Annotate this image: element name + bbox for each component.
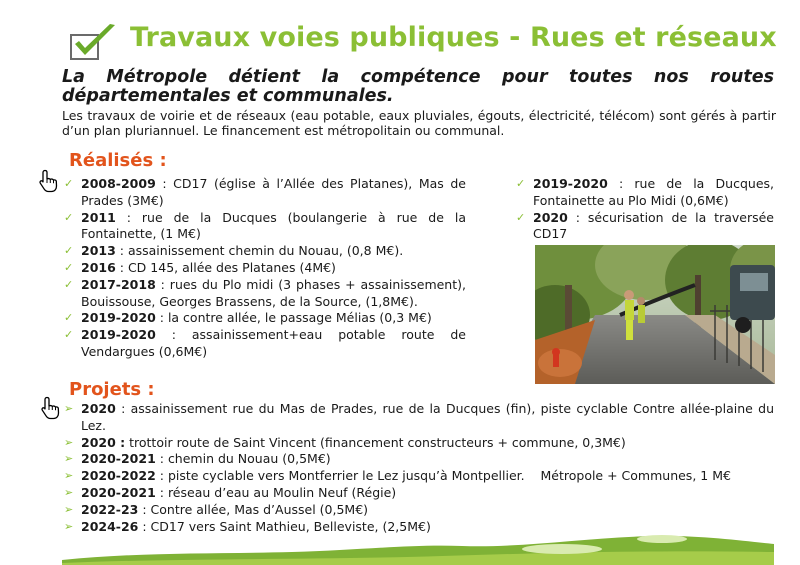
check-bullet-icon: ✓: [64, 277, 74, 291]
list-item: ✓ 2011 : rue de la Ducques (boulangerie à rue de la Fontainette, (1 M€): [64, 209, 466, 242]
list-item: ➢ 2022-23 : Contre allée, Mas d’Aussel (0,5M€): [64, 501, 369, 517]
intro-paragraph: Les travaux de voirie et de réseaux (eau potable, eaux pluviales, égouts, électricité, télécom) sont gérés à partir d’un plan pluriannuel. Le financement est métropolitain ou communal.: [62, 108, 776, 138]
section-title-realises: Réalisés :: [69, 150, 167, 171]
pointing-hand-icon: [40, 396, 62, 420]
page-title: Travaux voies publiques - Rues et réseaux: [130, 22, 777, 53]
checkmark-icon: [68, 22, 120, 62]
list-item: ➢ 2020 : assainissement rue du Mas de Prades, rue de la Ducques (fin), piste cyclable Contre allée-plaine du Lez.: [64, 401, 774, 433]
list-item: ✓ 2019-2020 : rue de la Ducques, Fontainette au Plo Midi (0,6M€): [516, 176, 774, 208]
projets-list: [62, 401, 774, 535]
check-bullet-icon: ✓: [64, 177, 74, 190]
arrow-bullet-icon: ➢: [64, 435, 74, 449]
street-works-photo: [535, 245, 775, 384]
list-item: ➢ 2020 : trottoir route de Saint Vincent (financement constructeurs + commune, 0,3M€): [64, 434, 626, 450]
check-bullet-icon: ✓: [64, 260, 74, 274]
list-item: ✓ 2013 : assainissement chemin du Nouau, (0,8 M€).: [64, 243, 404, 259]
list-item: ➢ 2020-2021 : réseau d’eau au Moulin Neuf (Régie): [64, 484, 397, 500]
arrow-bullet-icon: ➢: [64, 485, 74, 499]
list-item: ➢ 2024-26 : CD17 vers Saint Mathieu, Belleviste, (2,5M€): [64, 518, 431, 534]
list-item: ➢ 2020-2021 : chemin du Nouau (0,5M€): [64, 451, 331, 467]
check-bullet-icon: ✓: [64, 328, 74, 342]
check-bullet-icon: ✓: [64, 244, 74, 258]
pointing-hand-icon: [38, 169, 60, 193]
list-item: ✓ 2017-2018 : rues du Plo midi (3 phases + assainissement), Bouissouse, Georges Brassens, de la Source, (1,8M€).: [64, 276, 466, 309]
list-item: ✓ 2020 : sécurisation de la traversée CD17: [516, 209, 774, 242]
lead-statement: La Métropole détient la compétence pour toutes nos routes départementales et communales.: [62, 67, 774, 106]
realises-list-left: [62, 176, 466, 361]
arrow-bullet-icon: ➢: [64, 519, 74, 533]
green-hills-wave: [62, 530, 774, 565]
check-bullet-icon: ✓: [516, 210, 526, 224]
check-bullet-icon: ✓: [64, 210, 74, 224]
list-item: ✓ 2019-2020 : assainissement+eau potable route de Vendargues (0,6M€): [64, 327, 466, 359]
check-bullet-icon: ✓: [516, 177, 526, 190]
list-item: ➢ 2020-2022 : piste cyclable vers Montferrier le Lez jusqu’à Montpellier. Métropole + Communes, 1 M€: [64, 468, 731, 484]
arrow-bullet-icon: ➢: [64, 502, 74, 516]
list-item: ✓ 2019-2020 : la contre allée, le passage Mélias (0,3 M€): [64, 310, 432, 326]
arrow-bullet-icon: ➢: [64, 452, 74, 466]
realises-list-right: [514, 176, 774, 243]
arrow-bullet-icon: ➢: [64, 402, 74, 415]
list-item: ✓ 2016 : CD 145, allée des Platanes (4M€): [64, 259, 336, 275]
arrow-bullet-icon: ➢: [64, 469, 74, 483]
check-bullet-icon: ✓: [64, 311, 74, 325]
list-item: ✓ 2008-2009 : CD17 (église à l’Allée des Platanes), Mas de Prades (3M€): [64, 176, 466, 208]
section-title-projets: Projets :: [69, 379, 155, 400]
